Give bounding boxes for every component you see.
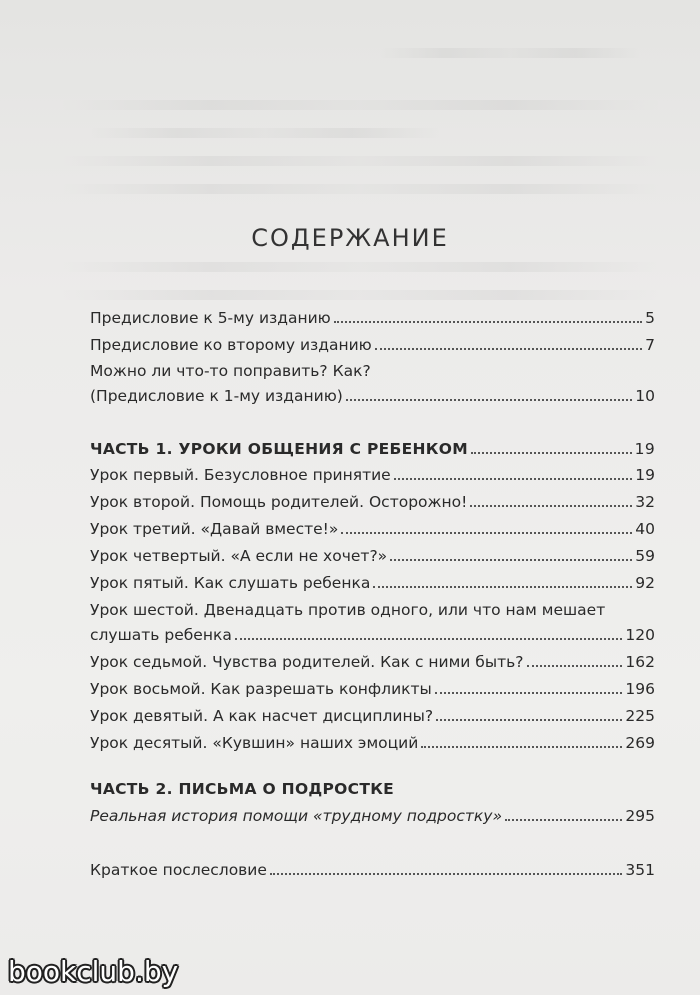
dot-leader <box>346 398 632 401</box>
toc-entry-page: 269 <box>625 734 655 752</box>
toc-heading: СОДЕРЖАНИЕ <box>251 224 449 252</box>
toc-entry-title: Урок десятый. «Кувшин» наших эмоций <box>90 734 419 752</box>
bleed-through <box>60 156 660 166</box>
toc-entry-title: Урок восьмой. Как разрешать конфликты <box>90 680 432 698</box>
bleed-through <box>90 128 440 138</box>
toc-entry[interactable] <box>90 542 655 570</box>
dot-leader <box>394 477 633 480</box>
toc-entry-page: 19 <box>635 466 655 484</box>
toc-entry-title: Урок девятый. А как насчет дисциплины? <box>90 707 434 725</box>
toc-entry[interactable] <box>90 304 655 332</box>
dot-leader <box>270 872 622 875</box>
dot-leader <box>527 664 623 667</box>
toc-entry[interactable] <box>90 648 655 676</box>
bleed-through <box>380 48 640 58</box>
toc-entry[interactable] <box>90 515 655 543</box>
toc-entry-page: 351 <box>625 861 655 879</box>
toc-entry-title: Урок пятый. Как слушать ребенка <box>90 574 371 592</box>
toc-entry-page: 196 <box>625 680 655 698</box>
toc-entry-title: слушать ребенка <box>90 626 232 644</box>
toc-entry[interactable] <box>90 331 655 359</box>
toc-entry-page: 59 <box>635 547 655 565</box>
bleed-through <box>60 290 660 300</box>
toc-part-title: ЧАСТЬ 1. УРОКИ ОБЩЕНИЯ С РЕБЕНКОМ <box>90 440 468 458</box>
dot-leader <box>390 558 632 561</box>
dot-leader <box>235 637 623 640</box>
toc-entry-page: 32 <box>635 493 655 511</box>
dot-leader <box>435 691 623 694</box>
bleed-through <box>60 262 660 272</box>
dot-leader <box>471 451 632 454</box>
toc-part-title: ЧАСТЬ 2. ПИСЬМА О ПОДРОСТКЕ <box>90 780 395 798</box>
toc-entry-page: 5 <box>645 309 655 327</box>
toc-entry[interactable] <box>90 802 655 830</box>
toc-entry[interactable] <box>90 621 655 649</box>
toc-entry[interactable] <box>90 488 655 516</box>
toc-part-entry[interactable] <box>90 775 655 803</box>
toc-entry-title: Урок первый. Безусловное принятие <box>90 466 391 484</box>
toc-entry-title: Урок четвертый. «А если не хочет?» <box>90 547 388 565</box>
toc-entry-page: 162 <box>625 653 655 671</box>
dot-leader <box>421 745 622 748</box>
dot-leader <box>505 818 622 821</box>
toc-entry-page: 10 <box>635 387 655 405</box>
toc-entry[interactable] <box>90 856 655 884</box>
site-watermark: bookclub.by <box>8 955 179 988</box>
dot-leader <box>373 585 632 588</box>
toc-entry[interactable] <box>90 461 655 489</box>
toc-entry[interactable] <box>90 382 655 410</box>
toc-entry-page: 295 <box>625 807 655 825</box>
toc-entry-page: 7 <box>645 336 655 354</box>
toc-entry-page: 19 <box>634 440 655 458</box>
dot-leader <box>470 504 632 507</box>
toc-part-entry[interactable] <box>90 435 655 463</box>
toc-entry[interactable] <box>90 729 655 757</box>
dot-leader <box>375 347 642 350</box>
toc-entry-page: 120 <box>625 626 655 644</box>
toc-entry[interactable] <box>90 675 655 703</box>
dot-leader <box>341 531 632 534</box>
toc-entry-page: 92 <box>635 574 655 592</box>
toc-entry-page: 40 <box>635 520 655 538</box>
toc-entry-title: Краткое послесловие <box>90 861 267 879</box>
toc-entry[interactable] <box>90 702 655 730</box>
toc-entry-title: Предисловие к 5-му изданию <box>90 309 331 327</box>
toc-entry-title: Урок второй. Помощь родителей. Осторожно! <box>90 493 468 511</box>
toc-entry-title-line1: Можно ли что-то поправить? Как? <box>90 362 371 380</box>
toc-entry[interactable] <box>90 569 655 597</box>
toc-entry-title: Предисловие ко второму изданию <box>90 336 372 354</box>
dot-leader <box>334 320 642 323</box>
toc-entry-title: Урок седьмой. Чувства родителей. Как с ними быть? <box>90 653 524 671</box>
toc-entry-title: (Предисловие к 1-му изданию) <box>90 387 343 405</box>
toc-entry-page: 225 <box>625 707 655 725</box>
toc-entry-title: Реальная история помощи «трудному подростку» <box>90 807 503 825</box>
bleed-through <box>60 100 660 110</box>
dot-leader <box>436 718 622 721</box>
toc-entry-title: Урок третий. «Давай вместе!» <box>90 520 339 538</box>
bleed-through <box>60 184 660 194</box>
toc-entry-title-line1: Урок шестой. Двенадцать против одного, или что нам мешает <box>90 601 606 619</box>
